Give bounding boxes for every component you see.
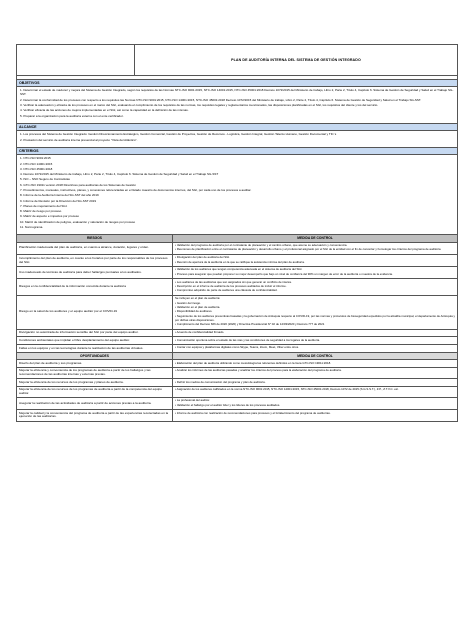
- control-measure: • Cumplimiento del Decreto 666 de 2020 (2020) y Directiva Presidencial N° 02 de 12/03/2020 y Decreto 777 de 2021: [175, 321, 325, 326]
- opportunity-description: Mejorar la eficiencia de los recursos de los programas de auditoría a partir de la competencia del equipo auditor.: [17, 387, 173, 397]
- logo-cell: [17, 45, 135, 75]
- control-measure: • Reunión de apertura de la auditoría en la que se ratifique la asistencia mínima del plan de auditoría.: [175, 259, 305, 264]
- opportunity-description: Diseño del plan de auditoría y sus programas.: [17, 360, 173, 367]
- control-measures-cell: [173, 345, 457, 352]
- control-measure: • Los auditores de las auditorías que son asignados sin que generar un conflicto de interés.: [175, 279, 292, 284]
- control-measure: • Reuniones de planificación entre el contratante de planeación y desarrollo urbano y el profesional asignado por el SGI de la entidad con el fin de concertar y homologar los criterios del programa de auditoría: [175, 247, 441, 252]
- control-measure: • Validación del programa de auditoría por el contratante de planeación y el cambio urbano, que asume su adecuación y conveniencia.: [175, 242, 348, 247]
- control-measures-cell: [173, 360, 457, 367]
- control-measures-cell: [173, 368, 457, 378]
- control-measure: • Validación de los auditores que tengan competencia adecuada en el sistema de auditoría del SGI.: [175, 267, 303, 272]
- risk-description: Fallas en los equipos y en las tecnologías durante la realización de las auditorías virtuales.: [17, 345, 173, 352]
- criteria-item: 10. Matriz de identificación de peligros, evaluación y valoración de riesgos por proceso: [20, 219, 136, 224]
- risk-row: [17, 345, 457, 353]
- opportunities-column-header: OPORTUNIDADES: [17, 353, 173, 359]
- opportunity-description: Mejorar la calidad y la conveniencia del programa de auditoría a partir de las experiencias recolectadas en la ejecución de las auditorías.: [17, 410, 173, 420]
- audit-plan-page: [16, 44, 458, 422]
- control-measure: • Gestión del riesgo.: [175, 300, 201, 305]
- risk-row: [17, 330, 457, 338]
- objectives-heading: OBJETIVOS: [16, 79, 458, 87]
- objective-item: 4. Verificar eficacia de las acciones de mejora implementadas en el SGI, así como la capacidad en la definición de las mismas.: [20, 108, 189, 113]
- objective-item: 1. Determinar el estado de madurez y mejora del Sistema de Gestión Integrado, según los requisitos de las Normas NTC-ISO 9001:2015, NTC-ISO 14001:2015, NTC-ISO 45001:2018 Decreto 1072/2015 del Ministerio de trabajo, Libro 2, Parte 2, Título 4, Capítulo 6. Sistema de Gestión de Seguridad y Salud en el Trabajo SG-SST.: [20, 88, 454, 97]
- objective-item: 2. Determinar la conformidad de los procesos con respecto a los requisitos las Normas NTC-ISO 9001:2015, NTC-ISO 14001:2015, NTC-ISO 45001:2018 Decreto 1072/2015 del Ministerio de trabajo, Libro 2, Parte 2, Título 4, Capítulo 6. Sistema de Gestión de Seguridad y Salud en el Trabajo SG-SST.: [20, 97, 422, 102]
- risks-table-header: [17, 235, 457, 242]
- control-measure: • Descripción en el informe de auditoría de los procesos auditados de incluir el informe.: [175, 284, 287, 288]
- controls-column-header: MEDIDA DE CONTROL: [297, 236, 333, 241]
- risk-row: [17, 255, 457, 267]
- control-measure: • Seguimiento de los auditores preventivas basadas y la gobernación de Antioquia respecto al COVID-19, por las normas y protocolos de bioseguridad expedidos por la alcaldía municipal, el departamento de Antioquia y por dichas otras disposiciones.: [175, 313, 455, 322]
- risk-description: Planificación inadecuada del plan de auditoría, en cuanto a alcance, duración, lugares y orden.: [17, 243, 173, 254]
- control-measures-cell: [173, 279, 457, 295]
- risk-description: Riesgos en la confidencialidad de la información conocida durante la auditoría: [17, 279, 173, 295]
- opportunity-row: [17, 387, 457, 398]
- control-measure: • Validación en el plan de auditoría.: [175, 305, 221, 310]
- scope-item: 2. Prestación del servicio de auditoría interna presencial al proyecto "Vista del Atlántico".: [20, 137, 138, 142]
- criteria-item: 8. Matriz de riesgo por proceso: [20, 209, 62, 214]
- risks-table: [16, 235, 458, 353]
- criteria-item: 9. Matriz de aspecto e impactos por proceso: [20, 214, 80, 219]
- document-title: PLAN DE AUDITORÍA INTERNA DEL SISTEMA DE GESTIÓN INTEGRADO: [231, 57, 361, 62]
- opp-controls-column-header: MEDIDA DE CONTROL: [297, 354, 333, 359]
- criteria-item: 11. Normograma.: [20, 224, 44, 229]
- control-measures-cell: [173, 379, 457, 386]
- criteria-item: 7. Procedimientos, manuales, instructivos, planes, y conexiones referenciadas en el listado maestro de documentos internos, del SGI, por cada uno de los procesos a auditar.: [20, 188, 252, 192]
- control-measure: • Compromiso adquirido de parte de auditores una cláusula de confidencialidad.: [175, 288, 278, 293]
- control-measure: • Validación el hallazgo por el auditor líder y los líderes de los procesos auditados.: [175, 402, 281, 407]
- risks-column-header: RIESGOS: [17, 235, 173, 241]
- criteria-item: 1. NTC-ISO 9001:2015: [20, 156, 51, 161]
- criteria-item: 8. Informe de la Auditoría Interna del SG-SST del año 2019: [20, 193, 99, 198]
- opportunity-description: Mejorar la eficiencia y conveniencia de los programas de auditoría a partir de los hallazgos y las recomendaciones de las auditorías internas y externas previas.: [17, 368, 173, 378]
- control-measures-cell: [173, 255, 457, 266]
- control-measure: • Analizar los informes de las auditorías pasadas y analizar los criterios del proceso para la elaboración del programa de auditoría.: [175, 368, 342, 373]
- control-measures-cell: [173, 387, 457, 397]
- risk-row: [17, 337, 457, 345]
- objective-item: 5. Preparar a la organización para la auditoría externa con el ente certificador.: [20, 113, 124, 118]
- criteria-body: [16, 155, 458, 235]
- criteria-item: 9. Informe de Revisión por la Dirección del SG-SST 2019: [20, 198, 96, 203]
- scope-item: 1. Los procesos del Sistema de Gestión Integrado: Gestión Direccionamiento Estratégico, Gestión Comercial, Gestión de Proyectos, Gestión de Recursos - Logística, Gestión Integral, Gestión Talento Humano, Gestión Documental y TIC´s: [20, 132, 337, 137]
- control-measures-cell: [173, 337, 457, 344]
- opportunity-row: [17, 379, 457, 387]
- scope-body: [16, 131, 458, 148]
- risk-description: Condiciones ambientales que impidan el libre desplazamiento del equipo auditor.: [17, 337, 173, 344]
- criteria-item: 6. GTC-ISO 19011 versión 2018 Directrices para auditorías de los Sistemas de Gestión: [20, 182, 136, 187]
- risk-row: [17, 296, 457, 330]
- control-measure: • Asignación de los auditores calificados en la norma NTC-ISO 9001:2015, NTC-ISO 14001:2015, NTC-ISO 45001:2018, Decreto 1072 de 2015 (S.G.S.S.T.), Z.P., Z.T.V.C. etc.: [175, 387, 399, 392]
- opportunity-row: [17, 360, 457, 368]
- control-measures-cell: [173, 243, 457, 254]
- opportunity-row: [17, 368, 457, 379]
- control-measure: • Proceso para asegurar que puedan proponer su mejor desempeño que bajo un nivel de confianza del 90% un margen de error de la auditoría o muestra de la evidencia.: [175, 271, 393, 276]
- opportunity-description: Mejorar la eficiencia de los recursos de los programas y planes de auditoría.: [17, 379, 173, 386]
- risk-row: [17, 267, 457, 279]
- control-measure: • Elaboración del plan de auditoría utilizando como metodología las referentes definidos en la Guía GTC-ISO 19011:2018.: [175, 360, 332, 365]
- control-measure: Se incluyen en el plan de auditoría:: [175, 296, 221, 301]
- opportunity-description: Asegurar la realización de las actividades de auditoría a partir de acciones previas a la auditoría.: [17, 398, 173, 409]
- criteria-item: 5. ISO – NSO Seguro de Contratistas: [20, 177, 70, 182]
- objective-item: 3. Verificar la adecuación y eficacia de los procesos en el marco del SGI, evaluando el cumplimiento de los requisitos de las normas, los requisitos legales y reglamentarios mencionados, las disposiciones planificadas en el SGI, los requisitos del cliente y los del servicio.: [20, 102, 379, 107]
- control-measures-cell: [173, 296, 457, 329]
- risk-row: [17, 279, 457, 296]
- risk-row: [17, 243, 457, 255]
- control-measure: • Disponibilidad de auditores.: [175, 309, 213, 314]
- opportunity-row: [17, 410, 457, 421]
- control-measures-cell: [173, 267, 457, 278]
- document-header: [16, 44, 458, 76]
- opportunities-table: [16, 353, 458, 422]
- criteria-item: 7. Planes de mejoramiento del SGI.: [20, 203, 68, 208]
- control-measure: • Contar con equipos y plataformas digitales como Skype, Teams, Zoom, Meet, Viber entre otros.: [175, 345, 299, 350]
- control-measure: • Acuerdo de confidencialidad firmado.: [175, 329, 225, 334]
- risk-description: Uso inadecuado de técnicas de auditoría para deber hallazgos puntuales a los auditados.: [17, 267, 173, 278]
- criteria-item: 4. Decreto 1072/2015 del Ministerio de trabajo, Libro 2, Parte 2, Título 4, Capítulo 6. Sistema de Gestión de Seguridad y Salud en el Trabajo SG-SST: [20, 172, 219, 177]
- control-measures-cell: [173, 330, 457, 337]
- opportunity-row: [17, 398, 457, 410]
- risk-description: Incumplimiento del plan de auditoría, en cuanto a los horarios por parte de los responsables de los procesos del SGI.: [17, 255, 173, 266]
- control-measure: • Definir los medios de comunicación del programa y plan de auditoría.: [175, 379, 266, 384]
- control-measures-cell: [173, 410, 457, 420]
- scope-heading: ALCANCE: [16, 124, 458, 131]
- control-measure: • La profesional del auditor.: [175, 398, 210, 403]
- control-measure: • Informe de auditoría con realización de recomendaciones para procesos y el fortalecimiento del programa de auditorías.: [175, 410, 331, 415]
- opportunities-table-header: [17, 353, 457, 360]
- criteria-item: 2. NTC-ISO 14001:2015: [20, 161, 53, 166]
- control-measure: • Divulgación del plan de auditoría del SGI.: [175, 255, 231, 260]
- criteria-heading: CRITERIOS: [16, 148, 458, 155]
- criteria-item: 3. NTC-ISO 45001:2018: [20, 166, 53, 171]
- risk-description: Divulgación no autorizada de información sensible del SGI por parte del equipo auditor.: [17, 330, 173, 337]
- control-measures-cell: [173, 398, 457, 409]
- control-measure: • Comunicación oportuna sobre el estado de las vías y las condiciones de seguridad a los lugares de la auditoría.: [175, 337, 320, 342]
- objectives-body: [16, 87, 458, 123]
- risk-description: Riesgo en la salud de los auditores y el equipo auditor por el COVID-19: [17, 296, 173, 329]
